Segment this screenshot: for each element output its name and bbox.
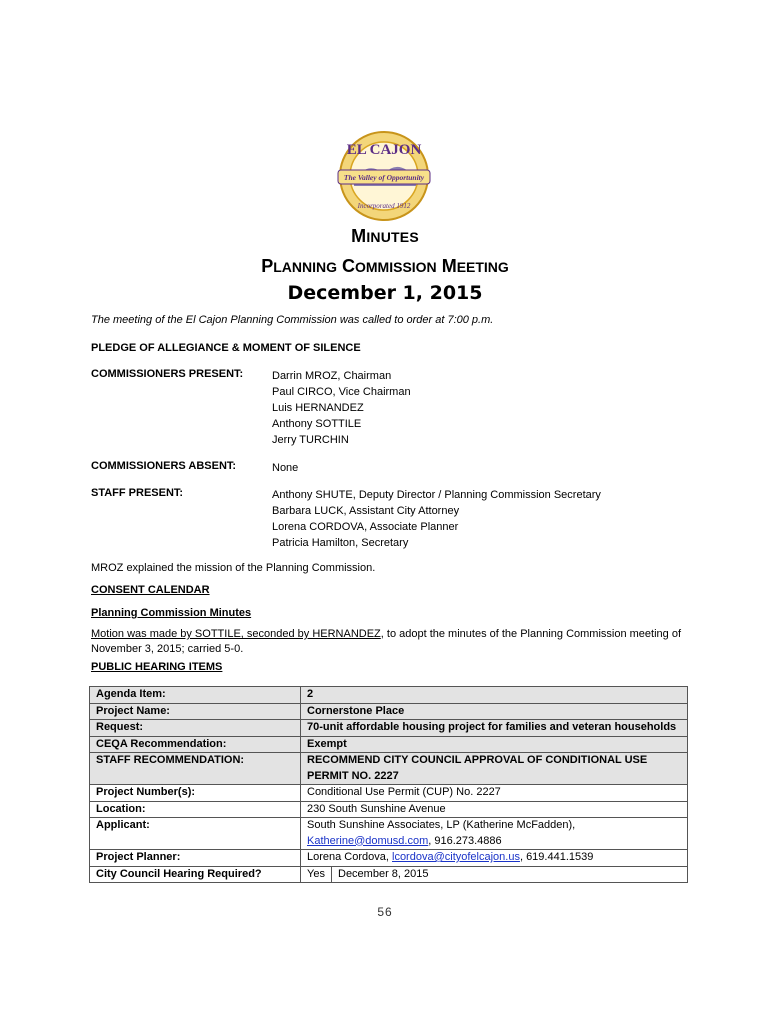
- public-hearing-heading: PUBLIC HEARING ITEMS: [91, 661, 223, 673]
- table-row: STAFF RECOMMENDATION: RECOMMEND CITY COUNCIL APPROVAL OF CONDITIONAL USE PERMIT NO. 2227: [90, 753, 688, 785]
- list-item: Luis HERNANDEZ: [272, 402, 364, 414]
- table-row: Project Number(s): Conditional Use Permit (CUP) No. 2227: [90, 785, 688, 802]
- staff-present-list: [272, 487, 601, 551]
- intro-text: The meeting of the El Cajon Planning Commission was called to order at 7:00 p.m.: [91, 314, 494, 326]
- meeting-date: December 1, 2015: [287, 282, 483, 304]
- el-cajon-seal-logo: [330, 130, 438, 222]
- list-item: Lorena CORDOVA, Associate Planner: [272, 521, 459, 533]
- table-row: Agenda Item: 2: [90, 687, 688, 704]
- svg-text:Incorporated 1912: Incorporated 1912: [357, 202, 411, 210]
- table-row: Project Name: Cornerstone Place: [90, 703, 688, 720]
- commissioners-present-label: COMMISSIONERS PRESENT:: [91, 368, 244, 380]
- pledge-heading: PLEDGE OF ALLEGIANCE & MOMENT OF SILENCE: [91, 342, 361, 354]
- list-item: Anthony SHUTE, Deputy Director / Planning Commission Secretary: [272, 489, 601, 501]
- consent-calendar-heading: CONSENT CALENDAR: [91, 584, 210, 596]
- mission-text: MROZ explained the mission of the Planning Commission.: [91, 562, 376, 574]
- svg-text:EL CAJON: EL CAJON: [346, 142, 422, 158]
- table-row: Request: 70-unit affordable housing project for families and veteran households: [90, 720, 688, 737]
- project-info-table: [89, 686, 688, 883]
- commissioners-present-list: [272, 368, 411, 448]
- commissioners-absent-label: COMMISSIONERS ABSENT:: [91, 460, 237, 472]
- list-item: Darrin MROZ, Chairman: [272, 370, 392, 382]
- list-item: Barbara LUCK, Assistant City Attorney: [272, 505, 460, 517]
- table-row: Applicant: South Sunshine Associates, LP (Katherine McFadden), Katherine@domusd.com, 916.273.4886: [90, 818, 688, 850]
- svg-text:The Valley of Opportunity: The Valley of Opportunity: [343, 173, 425, 182]
- list-item: Anthony SOTTILE: [272, 418, 362, 430]
- planner-email-link[interactable]: lcordova@cityofelcajon.us: [392, 851, 520, 863]
- title-minutes: MINUTES: [351, 226, 419, 246]
- list-item: Patricia Hamilton, Secretary: [272, 537, 409, 549]
- minutes-heading: Planning Commission Minutes: [91, 607, 252, 619]
- staff-present-label: STAFF PRESENT:: [91, 487, 184, 499]
- table-row: City Council Hearing Required? Yes December 8, 2015: [90, 866, 688, 883]
- motion-text: Motion was made by SOTTILE, seconded by HERNANDEZ, to adopt the minutes of the Planning Commission meeting of November 3, 2015; carried 5-0.: [91, 628, 682, 655]
- list-item: Paul CIRCO, Vice Chairman: [272, 386, 411, 398]
- title-planning-commission-meeting: PLANNING COMMISSION MEETING: [261, 256, 509, 276]
- list-item: Jerry TURCHIN: [272, 434, 349, 446]
- table-row: Location: 230 South Sunshine Avenue: [90, 801, 688, 818]
- page-number: 56: [377, 905, 393, 919]
- applicant-email-link[interactable]: Katherine@domusd.com: [307, 834, 429, 847]
- table-row: CEQA Recommendation: Exempt: [90, 736, 688, 753]
- table-row: Project Planner: Lorena Cordova, lcordova@cityofelcajon.us, 619.441.1539: [90, 850, 688, 867]
- commissioners-absent-value: None: [272, 462, 299, 474]
